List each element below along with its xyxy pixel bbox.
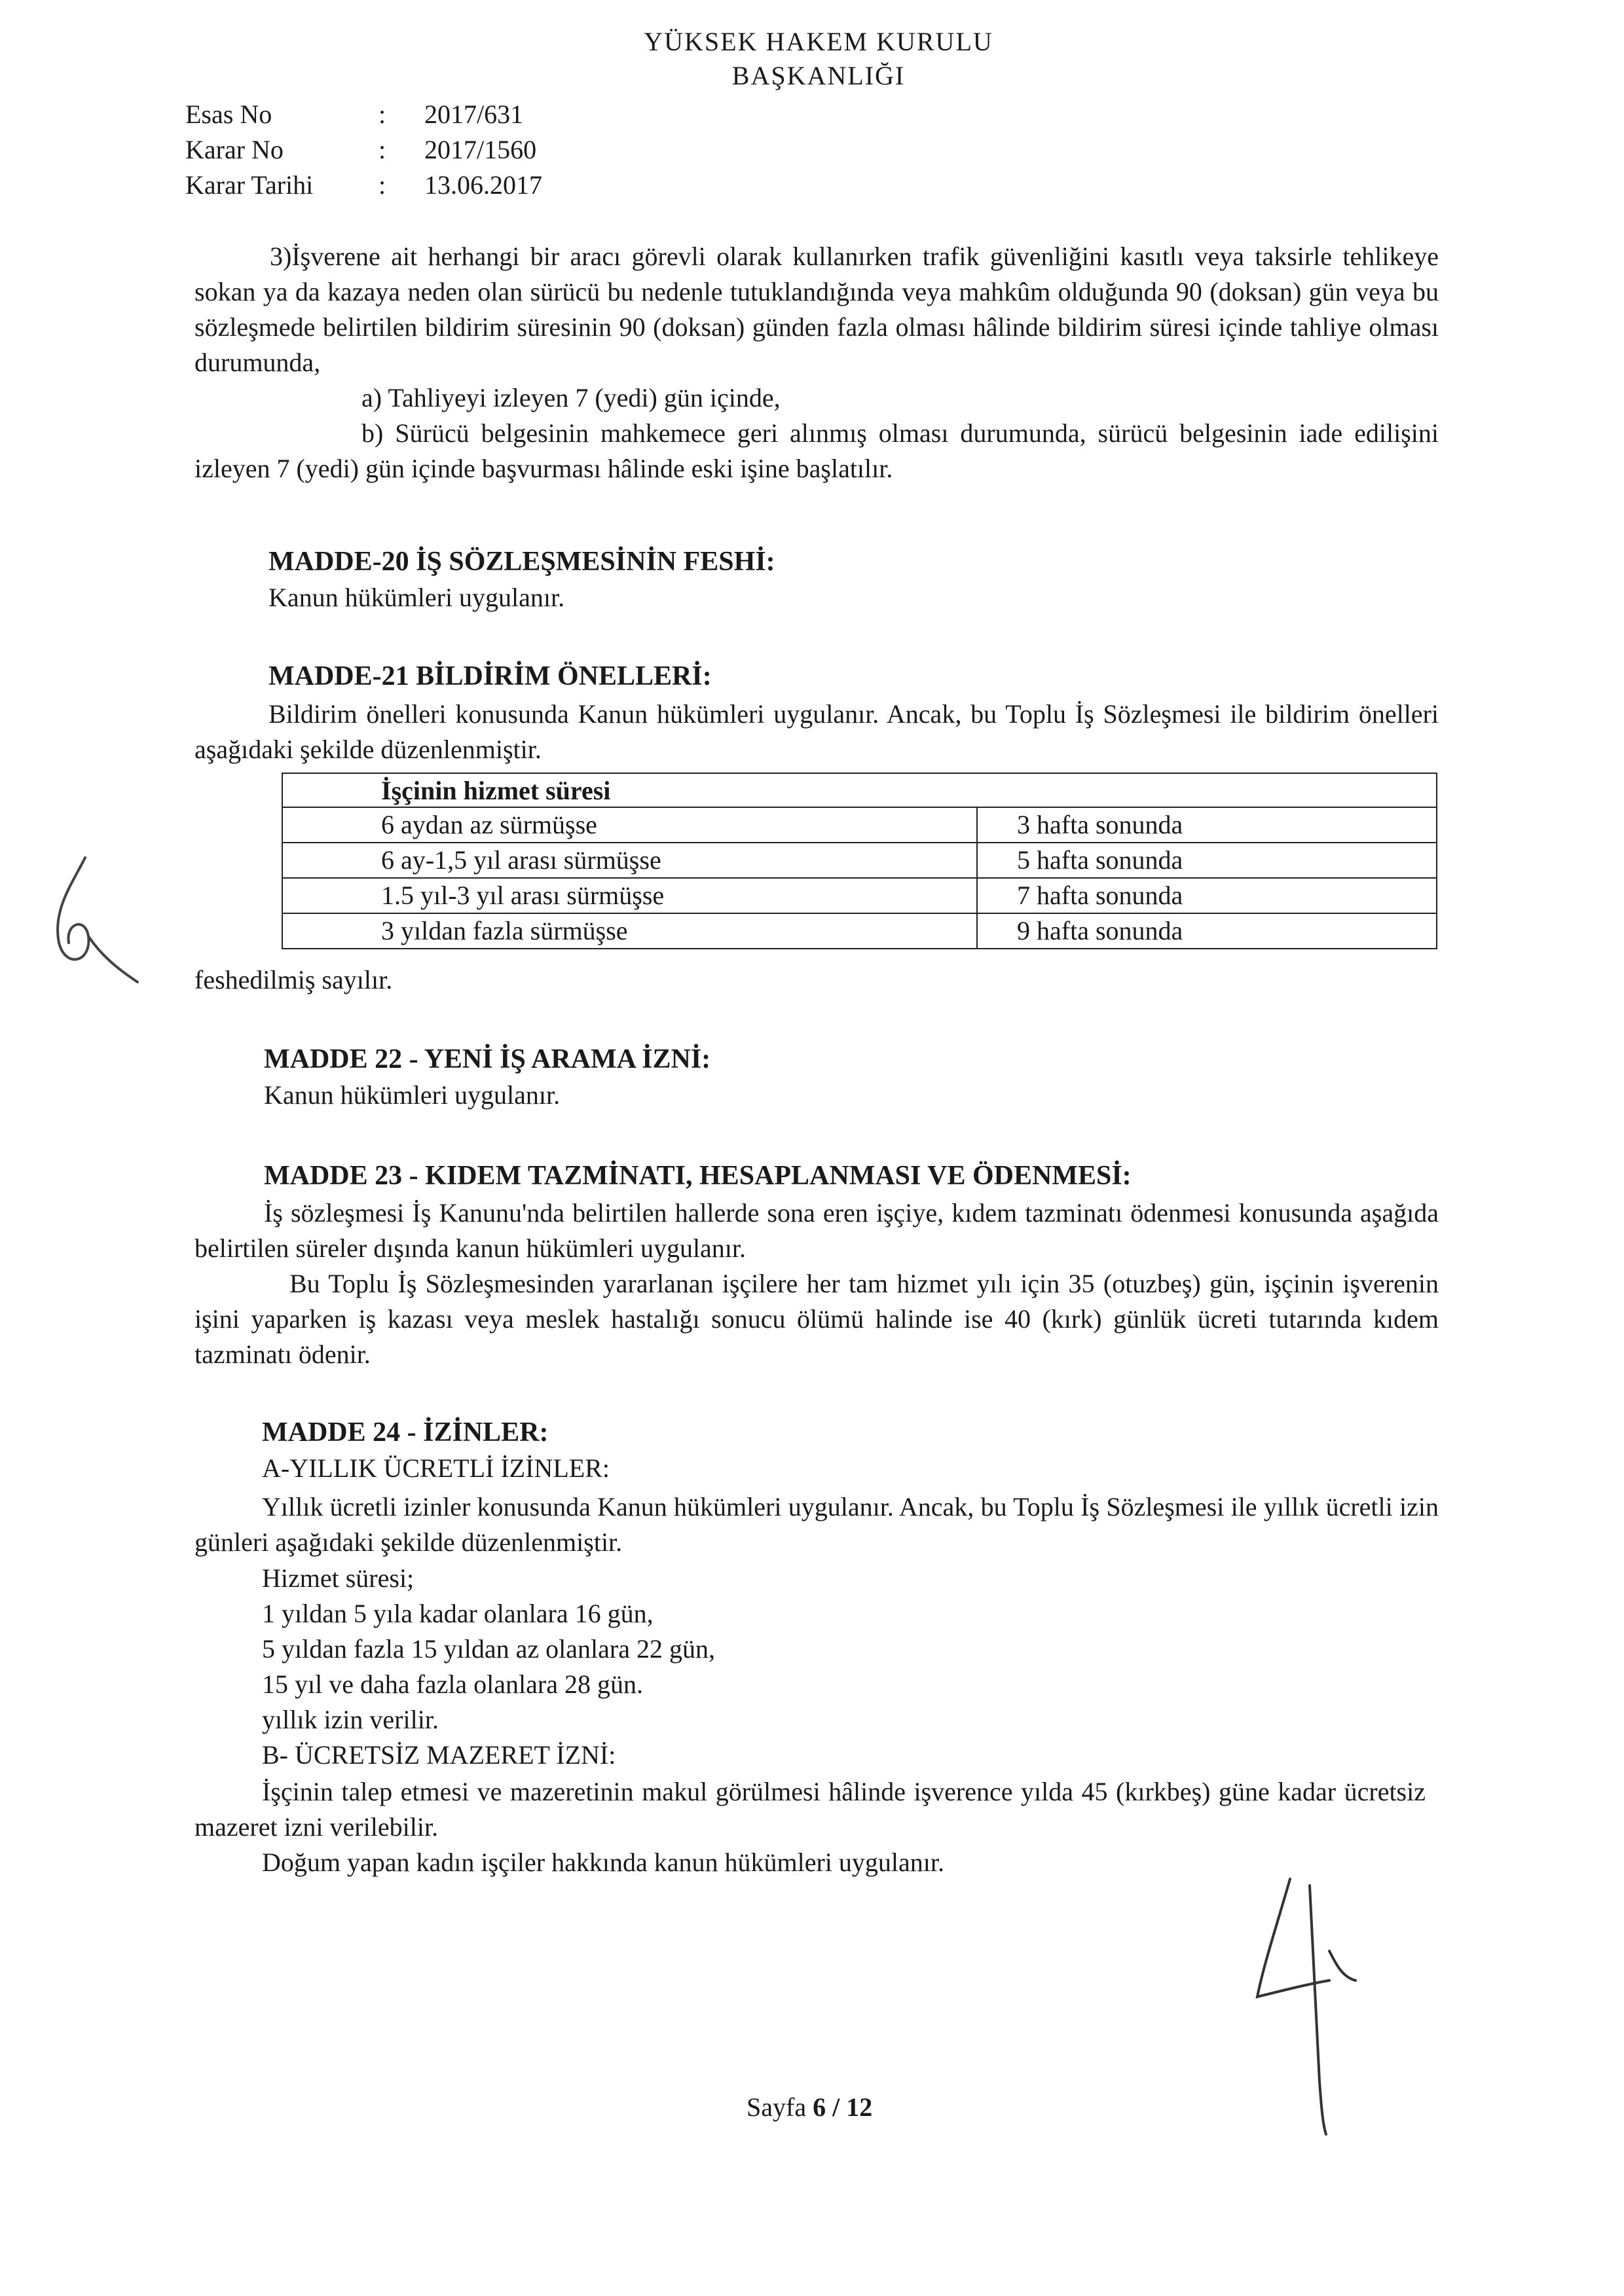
handwritten-signature-mark: [1231, 1866, 1401, 2141]
notice-cell: 3 hafta sonunda: [977, 807, 1437, 843]
duration-cell: 3 yıldan fazla sürmüşse: [282, 913, 977, 949]
section-b-body: [194, 1774, 1426, 1880]
section-b-note: Doğum yapan kadın işçiler hakkında kanun hükümleri uygulanır.: [262, 1848, 944, 1877]
table-header-row: [282, 773, 1437, 807]
leave-list-intro: Hizmet süresi;: [262, 1563, 415, 1593]
leave-list-item: 1 yıldan 5 yıla kadar olanlara 16 gün,: [262, 1599, 654, 1628]
leave-list-item: 15 yıl ve daha fazla olanlara 28 gün.: [262, 1669, 643, 1699]
section-b-paragraph: İşçinin talep etmesi ve mazeretinin makul görülmesi hâlinde işverence yılda 45 (kırkbeş) güne kadar ücretsiz mazeret izni verilebilir.: [194, 1777, 1426, 1842]
meta-label: Karar Tarihi: [185, 170, 314, 200]
article-21-title: MADDE-21 BİLDİRİM ÖNELLERİ:: [268, 661, 712, 691]
article-22-title: MADDE 22 - YENİ İŞ ARAMA İZNİ:: [264, 1044, 711, 1074]
intro-paragraph: 3)İşverene ait herhangi bir aracı görevli olarak kullanırken trafik güvenliğini kasıtlı veya taksirle tehlikeye sokan ya da kazaya neden olan sürücü bu nedenle tutuklandığında veya mahkûm olduğunda 90 (doksan) gün veya bu sözleşmede belirtilen bildirim süresinin 90 (doksan) günden fazla olması hâlinde bildirim süresi içinde tahliye olması durumunda,: [194, 242, 1439, 377]
article-21-paragraph: Bildirim önelleri konusunda Kanun hükümleri uygulanır. Ancak, bu Toplu İş Sözleşmesi ile bildirim önelleri aşağıdaki şekilde düzenlenmiştir.: [194, 699, 1439, 764]
table-row: [282, 878, 1437, 913]
notice-cell: 5 hafta sonunda: [977, 843, 1437, 878]
duration-cell: 1.5 yıl-3 yıl arası sürmüşse: [282, 878, 977, 913]
table-row: [282, 807, 1437, 843]
table-header-cell: İşçinin hizmet süresi: [282, 773, 1437, 807]
section-a-title: A-YILLIK ÜCRETLİ İZİNLER:: [262, 1453, 610, 1483]
intro-item-b: b) Sürücü belgesinin mahkemece geri alınmış olması durumunda, sürücü belgesinin iade edilişini izleyen 7 (yedi) gün içinde başvurması hâlinde eski işine başlatılır.: [194, 418, 1439, 483]
institution-subtitle: BAŞKANLIĞI: [731, 61, 906, 90]
intro-section: [194, 239, 1439, 486]
table-row: [282, 843, 1437, 878]
meta-value: 13.06.2017: [424, 170, 542, 200]
section-a-paragraph: Yıllık ücretli izinler konusunda Kanun hükümleri uygulanır. Ancak, bu Toplu İş Sözleşmesi ile yıllık ücretli izin günleri aşağıdaki şekilde düzenlenmiştir.: [194, 1492, 1439, 1557]
article-23-paragraph-2: Bu Toplu İş Sözleşmesinden yararlanan işçilere her tam hizmet yılı için 35 (otuzbeş) gün, işçinin işverenin işini yaparken iş kazası veya meslek hastalığı sonucu ölümü halinde ise 40 (kırk) günlük ücreti tutarında kıdem tazminatı ödenir.: [194, 1269, 1439, 1369]
meta-row-esas: [185, 97, 523, 132]
table-row: [282, 913, 1437, 949]
meta-separator: :: [378, 170, 386, 200]
meta-label: Karar No: [185, 135, 284, 164]
section-a-body: [194, 1489, 1439, 1560]
leave-list-outro: yıllık izin verilir.: [262, 1705, 439, 1734]
meta-row-tarih: [185, 168, 542, 203]
meta-label: Esas No: [185, 100, 272, 129]
table-footnote: feshedilmiş sayılır.: [194, 965, 393, 994]
article-20-title: MADDE-20 İŞ SÖZLEŞMESİNİN FESHİ:: [268, 547, 775, 577]
page-count: 6 / 12: [813, 2092, 873, 2122]
notice-cell: 7 hafta sonunda: [977, 878, 1437, 913]
article-22-text: Kanun hükümleri uygulanır.: [264, 1080, 561, 1110]
article-20-text: Kanun hükümleri uygulanır.: [268, 583, 565, 612]
article-23-title: MADDE 23 - KIDEM TAZMİNATI, HESAPLANMASI VE ÖDENMESİ:: [264, 1161, 1132, 1191]
page-number: [747, 2092, 872, 2123]
intro-item-a: a) Tahliyeyi izleyen 7 (yedi) gün içinde,: [361, 383, 781, 412]
leave-list-item: 5 yıldan fazla 15 yıldan az olanlara 22 gün,: [262, 1634, 715, 1664]
institution-name: YÜKSEK HAKEM KURULU: [644, 27, 993, 56]
article-24-title: MADDE 24 - İZİNLER:: [262, 1417, 549, 1448]
meta-value: 2017/631: [424, 100, 524, 129]
duration-cell: 6 ay-1,5 yıl arası sürmüşse: [282, 843, 977, 878]
handwritten-initial-mark: [39, 845, 144, 995]
article-21-text: [194, 697, 1439, 767]
duration-cell: 6 aydan az sürmüşse: [282, 807, 977, 843]
meta-separator: :: [378, 135, 386, 164]
section-b-title: B- ÜCRETSİZ MAZERET İZNİ:: [262, 1740, 616, 1770]
notice-period-table: [282, 773, 1437, 949]
article-23-paragraph-1: İş sözleşmesi İş Kanunu'nda belirtilen hallerde sona eren işçiye, kıdem tazminatı ödenmesi konusunda aşağıda belirtilen süreler dışında kanun hükümleri uygulanır.: [194, 1198, 1439, 1263]
meta-row-karar: [185, 132, 536, 168]
notice-cell: 9 hafta sonunda: [977, 913, 1437, 949]
meta-value: 2017/1560: [424, 135, 537, 164]
article-23-body: [194, 1195, 1439, 1372]
page-prefix: Sayfa: [747, 2092, 807, 2122]
meta-separator: :: [378, 100, 386, 129]
